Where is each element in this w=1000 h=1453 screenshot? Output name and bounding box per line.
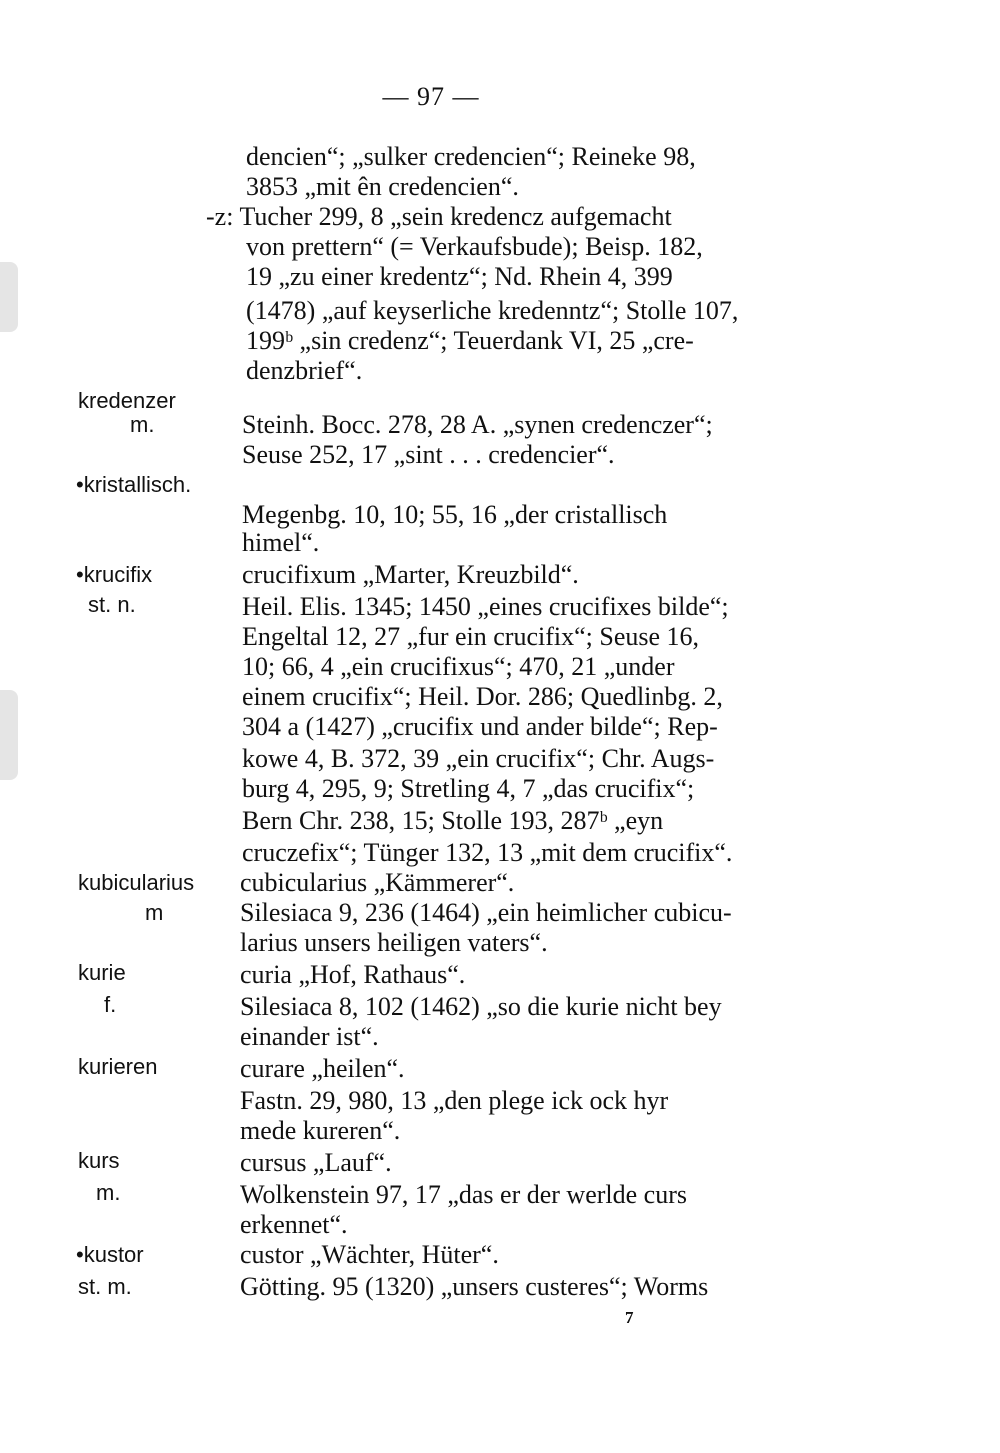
lemma-kustor: •kustor bbox=[76, 1242, 144, 1267]
entry-line: cruczefix“; Tünger 132, 13 „mit dem crucifix“. bbox=[242, 838, 733, 867]
lemma-gender: m. bbox=[96, 1180, 121, 1205]
entry-line: Götting. 95 (1320) „unsers custeres“; Worms bbox=[240, 1272, 709, 1301]
entry-line: 304 a (1427) „crucifix und ander bilde“; Rep- bbox=[242, 712, 718, 741]
entry-line: Fastn. 29, 980, 13 „den plege ick ock hyr bbox=[240, 1086, 669, 1115]
entry-line: burg 4, 295, 9; Stretling 4, 7 „das crucifix“; bbox=[242, 774, 695, 803]
entry-line: denzbrief“. bbox=[246, 356, 363, 385]
entry-line: kowe 4, B. 372, 39 „ein crucifix“; Chr. Augs- bbox=[242, 744, 715, 773]
entry-line: von prettern“ (= Verkaufsbude); Beisp. 182, bbox=[246, 232, 703, 261]
page-number: — 97 — bbox=[382, 82, 480, 111]
entry-line: himel“. bbox=[242, 528, 320, 557]
entry-line: erkennet“. bbox=[240, 1210, 348, 1239]
lemma-kurie: kurie bbox=[78, 960, 126, 985]
entry-line: dencien“; „sulker credencien“; Reineke 98, bbox=[246, 142, 696, 171]
lemma-gender: st. n. bbox=[88, 592, 136, 617]
scan-edge-mark bbox=[0, 262, 18, 332]
entry-line: einander ist“. bbox=[240, 1022, 379, 1051]
entry-line: Silesiaca 8, 102 (1462) „so die kurie nicht bey bbox=[240, 992, 722, 1021]
entry-line: Steinh. Bocc. 278, 28 A. „synen credenczer“; bbox=[242, 410, 713, 439]
entry-line: curia „Hof, Rathaus“. bbox=[240, 960, 466, 989]
lemma-kurs: kurs bbox=[78, 1148, 120, 1173]
printer-signature: 7 bbox=[625, 1308, 634, 1327]
lemma-kubicularius: kubicularius bbox=[78, 870, 195, 895]
entry-line: Heil. Elis. 1345; 1450 „eines crucifixes bilde“; bbox=[242, 592, 729, 621]
entry-line: 10; 66, 4 „ein crucifixus“; 470, 21 „under bbox=[242, 652, 675, 681]
entry-line: Seuse 252, 17 „sint . . . credencier“. bbox=[242, 440, 615, 469]
lemma-gender: st. m. bbox=[78, 1274, 132, 1299]
entry-line: Bern Chr. 238, 15; Stolle 193, 287ᵇ „eyn bbox=[242, 806, 664, 835]
entry-line: Megenbg. 10, 10; 55, 16 „der cristallisch bbox=[242, 500, 668, 529]
lemma-gender: m bbox=[145, 900, 164, 925]
entry-line: 3853 „mit ên credencien“. bbox=[246, 172, 519, 201]
entry-line: 199ᵇ „sin credenz“; Teuerdank VI, 25 „cre- bbox=[246, 326, 694, 355]
entry-line: cubicularius „Kämmerer“. bbox=[240, 868, 515, 897]
lemma-kristallisch: •kristallisch. bbox=[76, 472, 192, 497]
entry-line: custor „Wächter, Hüter“. bbox=[240, 1240, 499, 1269]
lemma-kurieren: kurieren bbox=[78, 1054, 158, 1079]
lemma-gender: m. bbox=[130, 412, 155, 437]
entry-line: 19 „zu einer kredentz“; Nd. Rhein 4, 399 bbox=[246, 262, 673, 291]
entry-line: cursus „Lauf“. bbox=[240, 1148, 392, 1177]
entry-line: curare „heilen“. bbox=[240, 1054, 405, 1083]
entry-line: (1478) „auf keyserliche kredenntz“; Stolle 107, bbox=[246, 296, 739, 325]
entry-line: -z: Tucher 299, 8 „sein kredencz aufgemacht bbox=[206, 202, 672, 231]
lemma-gender: f. bbox=[104, 992, 117, 1017]
lemma-kredenzer: kredenzer bbox=[78, 388, 176, 413]
entry-line: crucifixum „Marter, Kreuzbild“. bbox=[242, 560, 579, 589]
entry-line: Silesiaca 9, 236 (1464) „ein heimlicher cubicu- bbox=[240, 898, 732, 927]
lemma-krucifix: •krucifix bbox=[76, 562, 153, 587]
entry-line: mede kureren“. bbox=[240, 1116, 401, 1145]
entry-line: larius unsers heiligen vaters“. bbox=[240, 928, 548, 957]
entry-line: einem crucifix“; Heil. Dor. 286; Quedlinbg. 2, bbox=[242, 682, 723, 711]
entry-line: Wolkenstein 97, 17 „das er der werlde curs bbox=[240, 1180, 687, 1209]
scan-edge-mark bbox=[0, 690, 18, 780]
entry-line: Engeltal 12, 27 „fur ein crucifix“; Seuse 16, bbox=[242, 622, 700, 651]
